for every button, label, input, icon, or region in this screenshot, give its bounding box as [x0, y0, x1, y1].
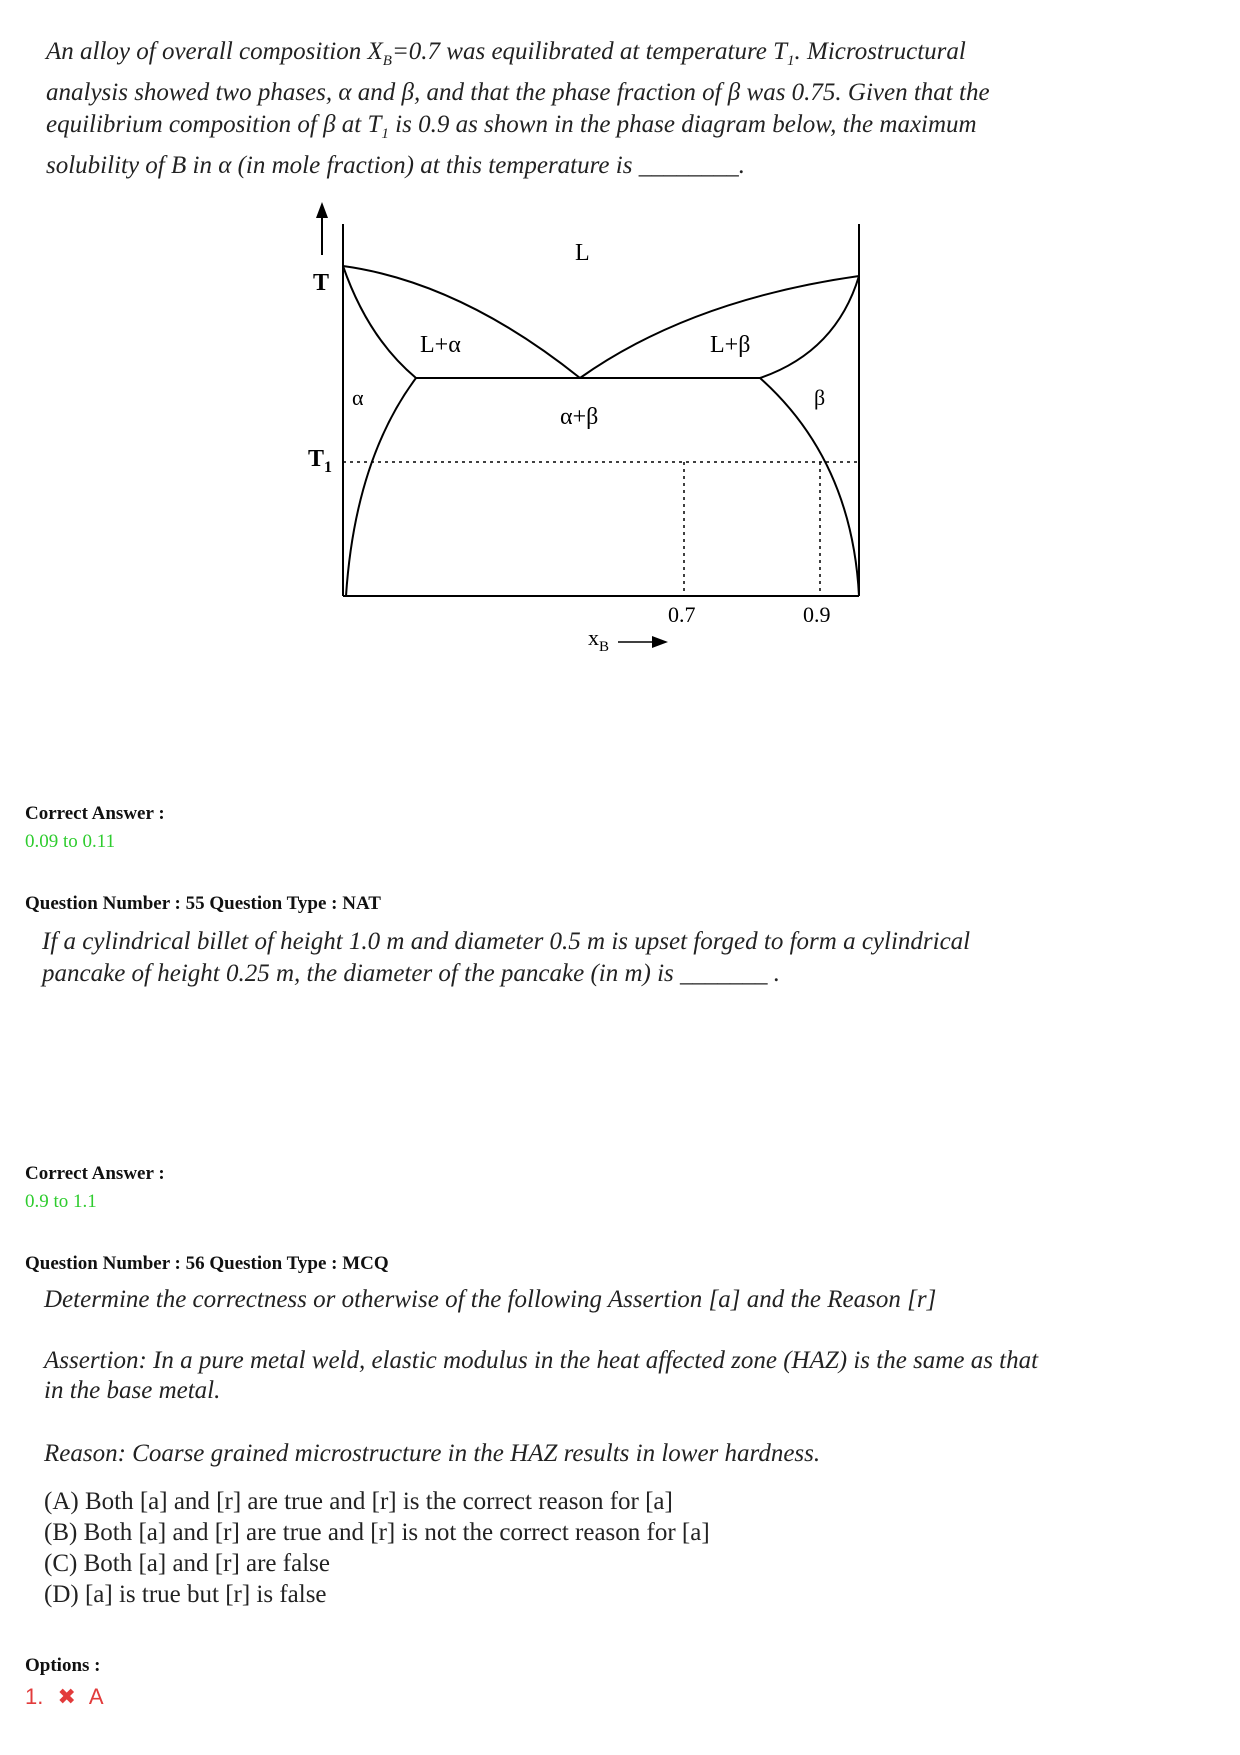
- liquidus-left: [343, 266, 580, 378]
- q56-assertion: [44, 1346, 1144, 1406]
- region-alpha-label: α: [352, 385, 364, 410]
- q55-header: Question Number : 55 Question Type : NAT: [25, 893, 381, 914]
- q54-correct-answer: 0.09 to 0.11: [25, 831, 116, 852]
- option-letter: A: [88, 1684, 104, 1709]
- q56-option-1: [25, 1684, 112, 1710]
- q56-assertion-line2: in the base metal.: [44, 1377, 221, 1404]
- q54-correct-answer-label: Correct Answer :: [25, 803, 165, 824]
- phase-diagram: [0, 0, 1240, 700]
- tick-0.7-label: 0.7: [668, 602, 696, 627]
- region-beta-label: β: [814, 385, 826, 410]
- q55-question-text: [42, 926, 1142, 990]
- q56-intro: Determine the correctness or otherwise of the following Assertion [a] and the Reason [r]: [44, 1286, 937, 1313]
- q56-assertion-line1: Assertion: In a pure metal weld, elastic modulus in the heat affected zone (HAZ) is the same as that: [44, 1347, 1039, 1374]
- q54-line3: equilibrium composition of β at $T_1$ is 0.9 as shown in the phase diagram below, the maximum: [46, 111, 977, 142]
- q56-options-label: Options :: [25, 1655, 101, 1676]
- tick-0.9-label: 0.9: [803, 602, 831, 627]
- q55-line2: pancake of height 0.25 m, the diameter of the pancake (in m) is _______ .: [42, 960, 781, 987]
- q56-choice-b: (B) Both [a] and [r] are true and [r] is not the correct reason for [a]: [44, 1519, 710, 1546]
- region-L-beta-label: L+β: [710, 332, 751, 358]
- q54-line4: solubility of B in α (in mole fraction) at this temperature is ________.: [46, 152, 745, 179]
- region-alpha-beta-label: α+β: [560, 404, 599, 430]
- region-L-label: L: [575, 240, 590, 266]
- q55-line1: If a cylindrical billet of height 1.0 m and diameter 0.5 m is upset forged to form a cylindrical: [42, 928, 971, 955]
- axis-t-label: T: [313, 270, 330, 296]
- solvus-right: [760, 378, 859, 596]
- q55-correct-answer-label: Correct Answer :: [25, 1163, 165, 1184]
- q56-choice-c: (C) Both [a] and [r] are false: [44, 1550, 330, 1577]
- q56-header: Question Number : 56 Question Type : MCQ: [25, 1253, 389, 1274]
- solidus-left: [343, 266, 416, 378]
- region-L-alpha-label: L+α: [420, 332, 461, 358]
- liquidus-right: [580, 276, 859, 378]
- q55-correct-answer: 0.9 to 1.1: [25, 1191, 97, 1212]
- axis-t1-label: $T_1$: [308, 446, 333, 476]
- x-axis-arrowhead: [652, 636, 668, 648]
- wrong-cross-icon: ✖: [57, 1684, 76, 1709]
- q56-reason: Reason: Coarse grained microstructure in the HAZ results in lower hardness.: [44, 1440, 821, 1467]
- q56-choice-a: (A) Both [a] and [r] are true and [r] is the correct reason for [a]: [44, 1488, 673, 1515]
- t-axis-arrowhead: [316, 202, 328, 218]
- q54-line1: An alloy of overall composition $X_B=0.7$ was equilibrated at temperature $T_1$. Microstructural: [46, 38, 966, 69]
- solvus-left: [346, 378, 416, 596]
- option-number: 1.: [25, 1684, 44, 1709]
- x-axis-label: $x_B$: [588, 625, 610, 655]
- q56-choices: [44, 1486, 1144, 1610]
- q54-line2: analysis showed two phases, α and β, and that the phase fraction of β was 0.75. Given that the: [46, 79, 990, 106]
- q56-choice-d: (D) [a] is true but [r] is false: [44, 1581, 327, 1608]
